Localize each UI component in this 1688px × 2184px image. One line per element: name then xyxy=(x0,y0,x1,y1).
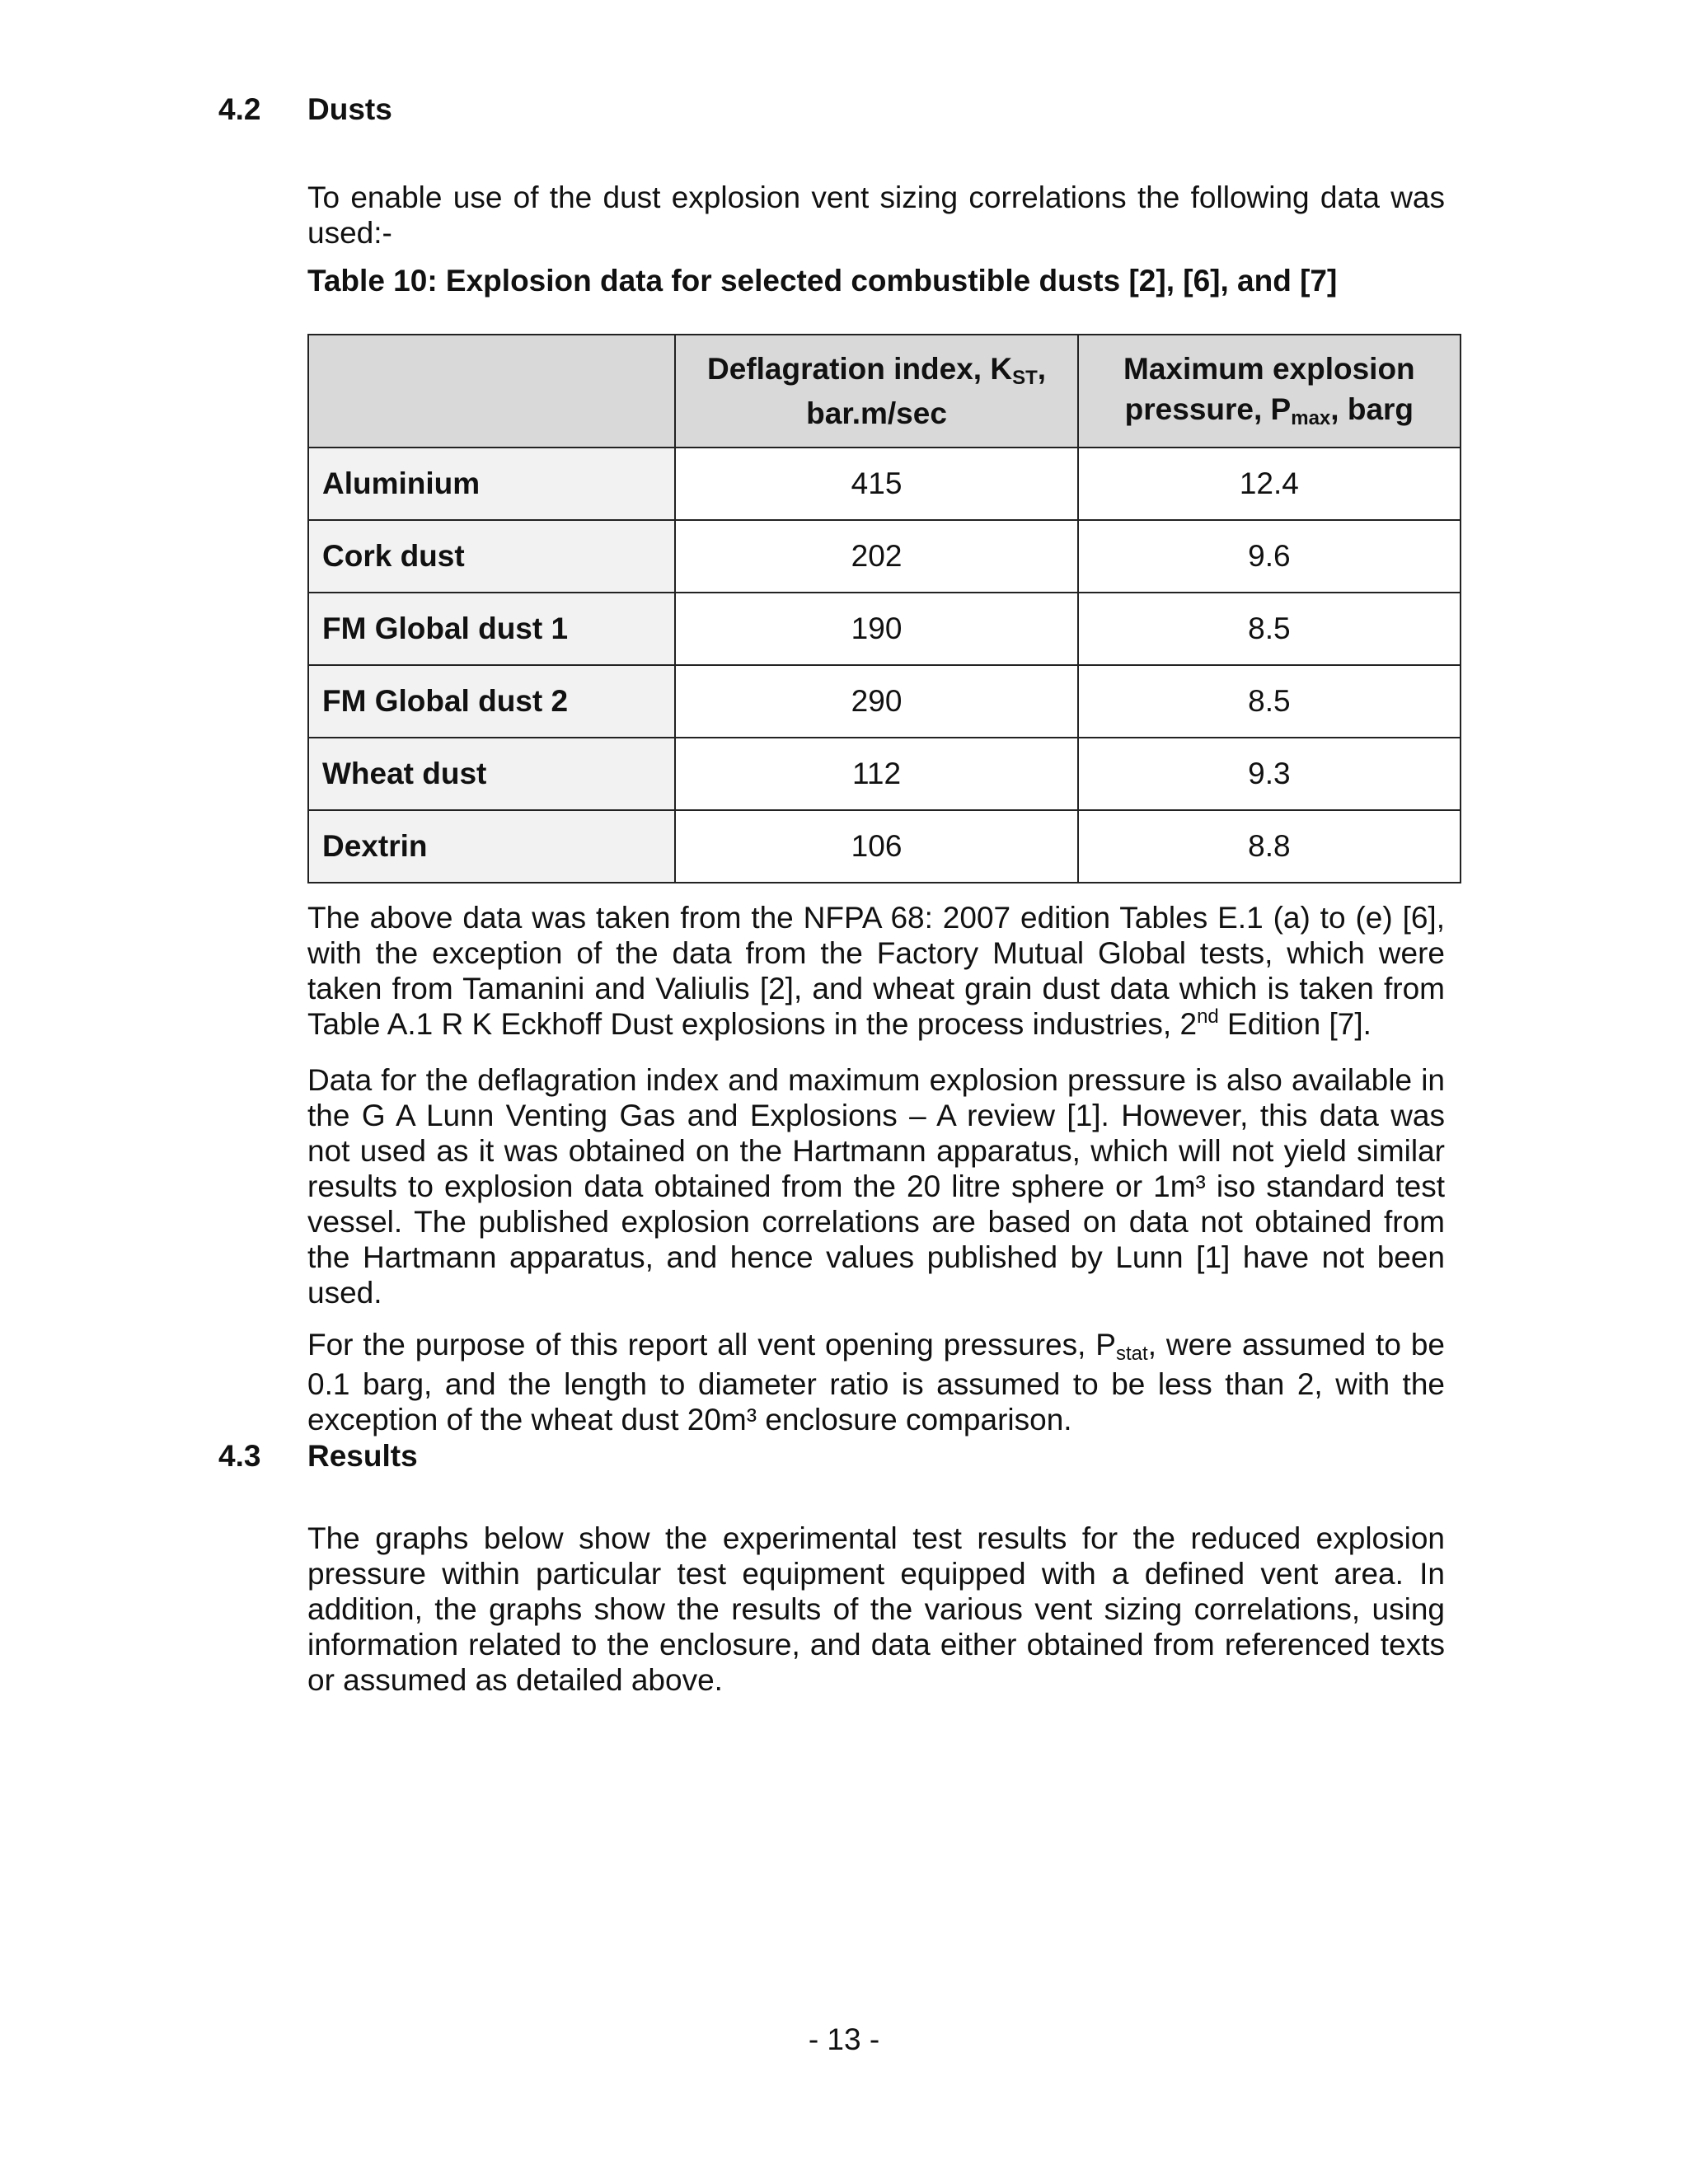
paragraph-data-source xyxy=(307,900,1445,1046)
header-pmax-line1: Maximum explosion xyxy=(1123,352,1415,386)
row-kst: 112 xyxy=(675,738,1077,810)
header-kst-subscript: ST xyxy=(1012,367,1038,389)
paragraph-assumptions xyxy=(307,1327,1445,1437)
table-header-row xyxy=(308,335,1461,448)
row-material: FM Global dust 2 xyxy=(308,665,675,738)
row-kst: 415 xyxy=(675,448,1077,520)
header-kst-unit: bar.m/sec xyxy=(806,396,947,430)
paragraph-data-source-end: Edition [7]. xyxy=(1218,1007,1372,1041)
paragraph-data-source-text: The above data was taken from the NFPA 68: 2007 edition Tables E.1 (a) to (e) [6], with the exception of the data from the Factory Mutual Global tests, which were taken from Tamanini and Valiulis [2], and wheat grain dust data which is taken from Table A.1 R K Eckhoff Dust explosions in the process industries, 2 xyxy=(307,901,1445,1041)
section-number: 4.3 xyxy=(218,1439,261,1473)
section-number: 4.2 xyxy=(218,92,261,126)
row-pmax: 9.3 xyxy=(1078,738,1461,810)
header-pmax-unit: , barg xyxy=(1330,392,1414,426)
row-pmax: 9.6 xyxy=(1078,520,1461,593)
row-kst: 202 xyxy=(675,520,1077,593)
table-row xyxy=(308,738,1461,810)
row-pmax: 12.4 xyxy=(1078,448,1461,520)
header-kst-comma: , xyxy=(1037,352,1047,386)
edition-superscript: nd xyxy=(1197,1005,1219,1028)
row-pmax: 8.5 xyxy=(1078,593,1461,665)
intro-paragraph-block xyxy=(307,180,1445,251)
page-number: - 13 - xyxy=(808,2022,880,2056)
table-row xyxy=(308,810,1461,883)
results-paragraph-block xyxy=(307,1521,1445,1698)
intro-paragraph: To enable use of the dust explosion vent sizing correlations the following data was used:- xyxy=(307,180,1445,250)
section-title: Results xyxy=(307,1439,418,1473)
row-material: Aluminium xyxy=(308,448,675,520)
row-material: FM Global dust 1 xyxy=(308,593,675,665)
results-paragraph: The graphs below show the experimental test results for the reduced explosion pressure within particular test equipment equipped with a defined vent area. In addition, the graphs show the results of the various vent sizing correlations, using information related to the enclosure, and data either obtained from referenced texts or assumed as detailed above. xyxy=(307,1521,1445,1697)
section-title: Dusts xyxy=(307,92,392,126)
table-row xyxy=(308,520,1461,593)
row-pmax: 8.5 xyxy=(1078,665,1461,738)
table-row xyxy=(308,665,1461,738)
discussion-block xyxy=(307,900,1445,1437)
paragraph-hartmann: Data for the deflagration index and maximum explosion pressure is also available in the G A Lunn Venting Gas and Explosions – A review [1]. However, this data was not used as it was obtained on the Hartmann apparatus, which will not yield similar results to explosion data obtained from the 20 litre sphere or 1m³ iso standard test vessel. The published explosion correlations are based on data not obtained from the Hartmann apparatus, and hence values published by Lunn [1] have not been used. xyxy=(307,1063,1445,1310)
header-pmax-text: pressure, P xyxy=(1124,392,1292,426)
paragraph-assumptions-text: For the purpose of this report all vent opening pressures, P xyxy=(307,1328,1116,1361)
pstat-subscript: stat xyxy=(1116,1343,1148,1365)
header-pmax xyxy=(1078,335,1461,448)
row-pmax: 8.8 xyxy=(1078,810,1461,883)
header-kst-text: Deflagration index, K xyxy=(707,352,1013,386)
table-row xyxy=(308,448,1461,520)
table-row xyxy=(308,593,1461,665)
row-kst: 106 xyxy=(675,810,1077,883)
row-material: Dextrin xyxy=(308,810,675,883)
row-kst: 190 xyxy=(675,593,1077,665)
header-pmax-subscript: max xyxy=(1291,407,1331,429)
row-material: Wheat dust xyxy=(308,738,675,810)
paragraph-assumptions-end: , were assumed to be 0.1 barg, and the length to diameter ratio is assumed to be less than 2, with the exception of the wheat dust 20m³ enclosure comparison. xyxy=(307,1328,1445,1436)
header-kst xyxy=(675,335,1077,448)
row-material: Cork dust xyxy=(308,520,675,593)
explosion-data-table xyxy=(307,334,1461,883)
row-kst: 290 xyxy=(675,665,1077,738)
table-caption: Table 10: Explosion data for selected combustible dusts [2], [6], and [7] xyxy=(307,264,1338,298)
header-blank-cell xyxy=(308,335,675,448)
